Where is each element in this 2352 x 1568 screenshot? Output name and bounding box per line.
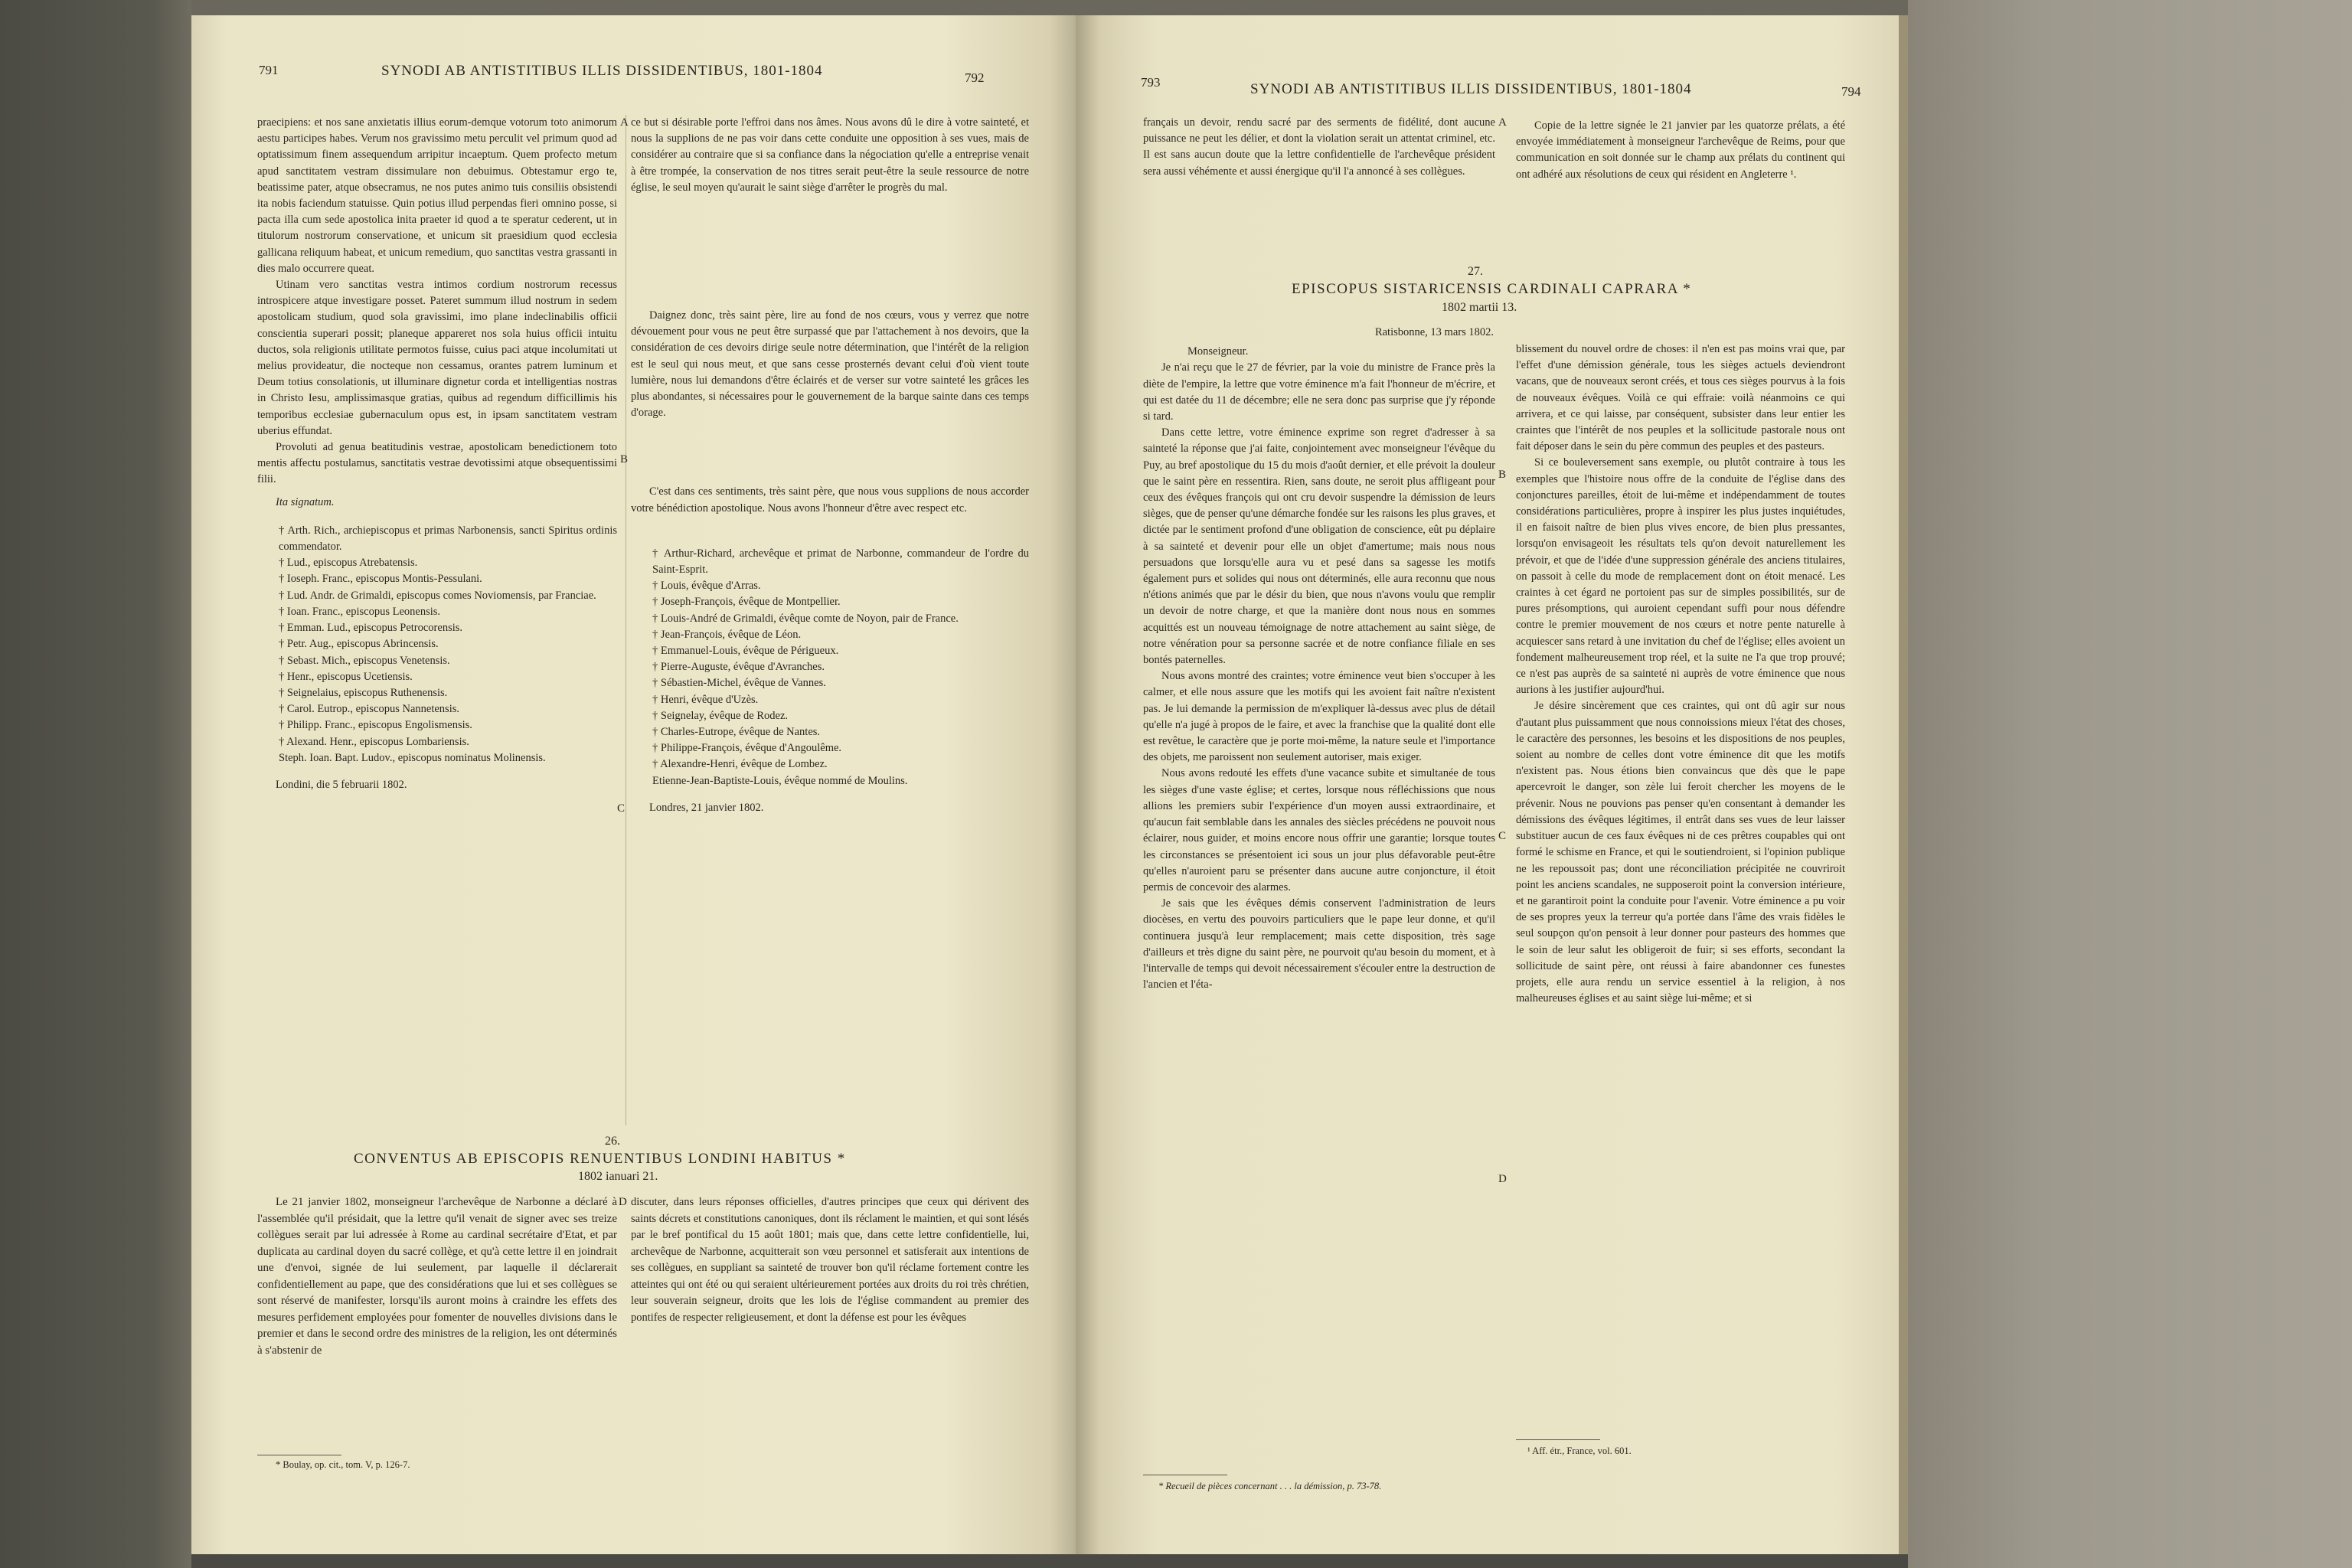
running-head: SYNODI AB ANTISTITIBUS ILLIS DISSIDENTIBUS, 1801-1804 — [1250, 81, 1692, 97]
section-number: 26. — [605, 1135, 620, 1148]
paragraph: Utinam vero sanctitas vestra intimos cordium nostrorum recessus introspicere atque investigare posset. Pateret summum illud nostrum in sedem apostolicam studium, quod sola gravissimi, imo plane indeclinabilis officii conscientia superari possit; planeque appareret nos sola huius officii intuitu ductos, sola religionis utilitate permotos fuisse, cuius paci atque incolumitati ut melius provideatur, die nocteque non cessamus, orantes patrem luminum et Deum totius consolationis, ut illuminare dignetur corda et intelligentias nostras in Christo Iesu, amplissimasque gratias, quibus ad regendum difficillimis his temporibus ecclesiae gubernaculum opus est, in ipsam sanctitatem vestram uberius effundat. — [257, 279, 617, 437]
footnote: * Recueil de pièces concernant . . . la démission, p. 73-78. — [1158, 1481, 1382, 1491]
signature-list — [631, 546, 1029, 789]
page-number: 792 — [965, 70, 985, 85]
paragraph: Londini, die 5 februarii 1802. — [276, 778, 407, 791]
list-item: † Louis-André de Grimaldi, évêque comte de Noyon, pair de France. — [652, 612, 959, 625]
paragraph: français un devoir, rendu sacré par des serments de fidélité, dont aucune puissance ne peut les délier, et dont la violation serait un attentat criminel, etc. Il est sans aucun doute que la lettre confidentielle de l'archevêque président sera aussi véhémente et aussi énergique qu'il l'a annoncé à ses collègues. — [1143, 116, 1495, 178]
list-item: Etienne-Jean-Baptiste-Louis, évêque nommé de Moulins. — [652, 774, 908, 787]
list-item: † Seignelay, évêque de Rodez. — [652, 709, 789, 722]
margin-letter: C — [617, 802, 626, 815]
margin-letter: A — [1498, 116, 1507, 129]
paragraph: discuter, dans leurs réponses officielles, d'autres principes que ceux qui dérivent des saints décrets et constitutions canoniques, dont ils réclament le maintien, et qui sont lésés par le bref pontifical du 15 août 1801; mais que, dans cette lettre confidentielle, lui, archevêque de Narbonne, acquitterait son vœu personnel et satisferait aux intentions de ses collègues, en suppliant sa sainteté de trouver bon qu'il réclame fortement contre les atteintes qui ont été ou qui seraient ultérieurement portées aux droits du roi très chrétien, leur souverain seigneur, droits que les lois de l'église commandent au premier des pontifes de respecter religieusement, et dont la défense est pour les évêques — [631, 1196, 1029, 1324]
paragraph: praecipiens: et nos sane anxietatis illius eorum-demque votorum toto animorum aestu participes habes. Verum nos gravissimo metu perculit vel primum quod ad optatissimum finem assequendum arripitur incaeptum. Quem profecto metum apud sanctitatem vestram dissimulare non debuimus. Obtestamur ergo te, beatissime pater, atque obsecramus, ne nos putes animo tuis consiliis obsistendi ita nobis faciendum statuisse. Quin potius illud perpendas fieri omnino posse, si pacta illa cum sede apostolica inita praeter id quod a te speratur cederent, ut in titulorum nostrorum conservatione, et unicum sit praesidium quod ecclesia gallicana reliquum habeat, et unicum remedium, quo sanctitas vestra grassanti in dies malo occurrere queat. — [257, 116, 617, 275]
margin-letter: B — [620, 453, 629, 466]
list-item: † Emmanuel-Louis, évêque de Périgueux. — [652, 645, 839, 658]
paragraph: Provoluti ad genua beatitudinis vestrae, apostolicam benedictionem toto mentis affectu postulamus, sanctitatis vestrae devotissimi atque obsequentissimi filii. — [257, 441, 617, 486]
list-item: † Alexand. Henr., episcopus Lombariensis. — [279, 735, 469, 748]
list-item: † Carol. Eutrop., episcopus Nannetensis. — [279, 703, 459, 716]
list-item: Steph. Ioan. Bapt. Ludov., episcopus nominatus Molinensis. — [279, 751, 546, 764]
paragraph: Je désire sincèrement que ces craintes, qui ont dû agir sur nous d'autant plus puissamment que nous connoissions mieux l'état des choses, le caractère des personnes, les besoins et les dispositions de nos peuples, soient au nombre de celles dont votre éminence dit que les motifs n'existent pas. Nous étions bien convaincus que dès que le pape apercevroit le danger, son zèle lui feroit chercher les moyens de le prévenir. Nous ne pouvions pas penser qu'en consentant à demander les démissions des évêques légitimes, il entrât dans ses vues de leur laisser substituer aucun de ces faux évêques ni de ces prêtres coupables qui ont formé le schisme en France, et qui le soutiendroient, si l'opinion publique ne les repoussoit pas; dont une réconciliation précipitée ne couvriroit point les anciens scandales, ne supposeroit point la conversion intérieure, et ne garantiroit point la conduite pour l'avenir. Votre éminence a pu voir de ses propres yeux la terreur qu'a portée dans l'âme des vrais fidèles le seul soupçon qu'on pensoit à leur donner pour pasteurs des hommes que le soin de leur salut les obligeroit de fuir; si ses efforts, secondant la sollicitude de saint père, ont réussi à faire abandonner ces funestes projets, elle aura rendu un service essentiel à la religion, à nos malheureuses églises et au saint siège lui-même; et si — [1516, 700, 1845, 1005]
list-item: † Philipp. Franc., episcopus Engolismensis. — [279, 719, 472, 732]
paragraph: Daignez donc, très saint père, lire au fond de nos cœurs, vous y verrez que notre dévouement pour vous ne peut être surpassé que par l'attachement à nos devoirs, que la considération de ces devoirs dirige seule notre détermination, que l'intérêt de la religion est le seul qui nous meut, et que sans cesse prosternés devant celui d'où vient toute lumière, nous lui demandons d'être éclairés et de verser sur votre sainteté les grâces les plus abondantes, si nécessaires pour le gouvernement de la barque sainte dans ces temps d'orage. — [631, 309, 1029, 420]
text-column — [1143, 115, 1495, 180]
left-page — [191, 15, 1076, 1554]
paragraph: Si ce bouleversement sans exemple, ou plutôt contraire à tous les exemples que l'histoire nous offre de la conduite de l'église dans des conjonctures pareilles, étoit de lui-même et indépendamment de toutes considérations particulières, propre à inspirer les plus justes inquiétudes, il en faisoit naître de bien plus vives encore, de bien plus pressantes, lorsqu'on envisageoit les résultats tels qu'on devoit naturellement les prévoir, et que de l'idée d'une suppression générale des anciens titulaires, on passoit à celle du mode de remplacement dont on étoit menacé. Les craintes à cet égard ne portoient pas sur de simples possibilités, sur de pures présomptions, qui auroient cependant suffi pour nous défendre contre le premier mouvement de nos cœurs et notre pente naturelle à acquiescer sans retard à une invitation du chef de l'église; elles avoient un fondement malheureusement trop réel, et la suite ne l'a que trop prouvé; ce n'est pas auprès de sa sainteté ni auprès de votre éminence que nous aurions à les justifier aujourd'hui. — [1516, 456, 1845, 697]
list-item: † Pierre-Auguste, évêque d'Avranches. — [652, 661, 825, 674]
paragraph: Ita signatum. — [276, 495, 335, 508]
list-item: † Lud., episcopus Atrebatensis. — [279, 557, 418, 570]
paragraph: ce but si désirable porte l'effroi dans nos âmes. Nous avons dû le dire à votre sainteté, et nous la supplions de ne pas voir dans cette conduite une opposition à ses vues, mais de considérer au contraire que si sa confiance dans la négociation qu'elle a entreprise venait à être trompée, la conservation de nos titres serait peut-être la seule ressource de notre église, le seul moyen qu'aurait le saint siège d'arrêter le progrès du mal. — [631, 116, 1029, 194]
list-item: † Joseph-François, évêque de Montpellier. — [652, 596, 841, 609]
list-item: † Philippe-François, évêque d'Angoulême. — [652, 742, 842, 755]
footnote-rule — [1516, 1439, 1600, 1440]
paragraph: C'est dans ces sentiments, très saint père, que nous vous supplions de nous accorder votre bénédiction apostolique. Nous avons l'honneur d'être avec respect etc. — [631, 485, 1029, 514]
section-date: 1802 martii 13. — [1442, 301, 1517, 314]
list-item: † Arth. Rich., archiepiscopus et primas Narbonensis, sancti Spiritus ordinis commendator. — [279, 524, 617, 554]
margin-letter: D — [1498, 1173, 1507, 1185]
section-title: EPISCOPUS SISTARICENSIS CARDINALI CAPRARA * — [1292, 281, 1692, 297]
list-item: † Seignelaius, episcopus Ruthenensis. — [279, 686, 448, 699]
list-item: † Sébastien-Michel, évêque de Vannes. — [652, 677, 826, 690]
margin-letter: A — [620, 116, 629, 129]
margin-letter: B — [1498, 469, 1507, 481]
list-item: † Ioan. Franc., episcopus Leonensis. — [279, 605, 441, 618]
list-item: † Sebast. Mich., episcopus Venetensis. — [279, 654, 450, 667]
page-number: 791 — [259, 63, 279, 77]
paragraph: Je sais que les évêques démis conservent l'administration de leurs diocèses, en vertu des pouvoirs particuliers que le pape leur donne, et qu'il continuera jusqu'à leur remplacement; mais cette disposition, très sage d'ailleurs et très digne du saint père, ne pourvoit qu'au besoin du moment, et à l'intervalle de temps qui devoit nécessairement s'écouler entre la destruction de l'ancien et l'éta- — [1143, 897, 1495, 991]
letter-column — [1143, 325, 1495, 993]
paragraph: Londres, 21 janvier 1802. — [649, 801, 764, 814]
section-title: CONVENTUS AB EPISCOPIS RENUENTIBUS LONDINI HABITUS * — [354, 1151, 846, 1167]
list-item: † Emman. Lud., episcopus Petrocorensis. — [279, 622, 463, 635]
page-edge — [1899, 15, 1908, 1554]
paragraph: Nous avons redouté les effets d'une vacance subite et simultanée de tous les sièges d'une vaste église; et certes, lorsque nous réfléchissions que nous allions les premiers subir l'expérience d'un moyen aussi extraordinaire, et qu'aucun fait semblable dans les annales des siècles précédens ne pouvoit nous éclairer, nous guider, et moins encore nous offrir une garantie; lorsque toutes les circonstances se présentoient ici sous un jour plus défavorable peut-être qu'elles n'auroient paru se présenter dans aucune autre conjoncture, il étoit permis de concevoir des alarmes. — [1143, 767, 1495, 893]
paragraph: Copie de la lettre signée le 21 janvier par les quatorze prélats, a été envoyée immédiatement à monseigneur l'archevêque de Reims, pour que communication en soit donnée sur le champ aux prélats du continent qui ont adhéré aux résolutions de ceux qui résident en Angleterre ¹. — [1516, 119, 1845, 181]
list-item: † Louis, évêque d'Arras. — [652, 580, 761, 593]
paragraph: blissement du nouvel ordre de choses: il n'en est pas moins vrai que, par l'effet d'une démission générale, tous les sièges actuels deviendront vacans, que de nouveaux seront créés, et tous ces sièges pourvus à la fois de nouveaux évêques. Voilà ce qui effraie: voilà néanmoins ce qui arrivera, et ce qui laisse, par conséquent, subsister dans leur entier les craintes que l'intérêt de nos peuples et la sollicitude pastorale nous ont fait déposer dans le sein du père commun des peuples et des pasteurs. — [1516, 343, 1845, 453]
book-cover-left — [0, 0, 191, 1568]
list-item: † Henr., episcopus Ucetiensis. — [279, 670, 413, 683]
margin-letter: C — [1498, 830, 1507, 842]
signature-list — [257, 523, 617, 766]
salutation: Monseigneur. — [1187, 345, 1249, 358]
footnote: * Boulay, op. cit., tom. V, p. 126-7. — [276, 1459, 410, 1470]
section-date: 1802 ianuari 21. — [578, 1170, 658, 1183]
dateline: Ratisbonne, 13 mars 1802. — [1374, 326, 1494, 338]
footnote: ¹ Aff. étr., France, vol. 601. — [1527, 1446, 1632, 1456]
book-cover-right — [1908, 0, 2352, 1568]
paragraph: Dans cette lettre, votre éminence exprime son regret d'adresser à sa sainteté la réponse que j'ai faite, conjointement avec monseigneur l'évêque du Puy, au bref apostolique du 15 du mois d'août dernier, et elle prévoit la douleur que le saint père en ressentira. Rien, sans doute, ne seroit plus affligeant pour ceux des évêques françois qui ont cru devoir suspendre la démission de leurs sièges, que de penser qu'une démarche fondée sur les raisons les plus graves, et dictée par le sentiment profond d'une obligation de conscience, eût pu déplaire à sa sainteté et devenir pour elle un objet d'amertume; mais nous nous persuadons que lorsqu'elle aura vu et pesé dans sa sagesse les motifs également purs et solides qui nous ont déterminés, elle aura reconnu que nous n'étions animés que par le désir du bien, que nous n'avons voulu que remplir un devoir de notre charge, et que la manière dont nous nous en sommes acquittés est un nouveau témoignage de notre attachement au saint siège, de notre vénération pour sa personne sacrée et de notre confiance filiale en ses bontés paternelles. — [1143, 426, 1495, 667]
section-number: 27. — [1468, 265, 1483, 278]
list-item: † Petr. Aug., episcopus Abrincensis. — [279, 638, 439, 651]
list-item: † Henri, évêque d'Uzès. — [652, 693, 759, 706]
margin-letter: D — [619, 1196, 627, 1208]
latin-column — [257, 115, 617, 793]
french-column — [631, 115, 1029, 816]
page-number: 793 — [1141, 75, 1161, 90]
paragraph: Nous avons montré des craintes; votre éminence veut bien s'occuper à les calmer, et elle nous assure que les motifs qui les avoient fait naître n'existent pas. Je lui demande la permission de m'expliquer là-dessus avec plus de détail qu'elle n'a jugé à propos de le faire, et avec la franchise que la qualité dont elle est revêtue, le caractère que je porte moi-même, la nature seule et l'importance des objets, me paroissent non seulement autoriser, mais exiger. — [1143, 670, 1495, 764]
paragraph: Le 21 janvier 1802, monseigneur l'archevêque de Narbonne a déclaré à l'assemblée qu'il présidait, que la lettre qu'il venait de signer avec ses treize collègues serait par lui adressée à Rome au cardinal secrétaire d'Etat, et par duplicata au cardinal doyen du sacré collège, et qu'à cette lettre il en joindrait une d'envoi, signée de lui seulement, par laquelle il déclarerait confidentiellement au pape, que des considérations que lui et ses collègues se sont réservé de manifester, lorsqu'ils auront moins à craindre les effets des mesures perfidement employées pour fomenter de nouvelles divisions dans le premier et dans le second ordre des ministres de la religion, les ont déterminés à s'abstenir de — [257, 1196, 617, 1357]
letter-column — [1516, 341, 1845, 1007]
list-item: † Jean-François, évêque de Léon. — [652, 628, 802, 641]
right-page — [1076, 15, 1899, 1554]
list-item: † Lud. Andr. de Grimaldi, episcopus comes Noviomensis, par Franciae. — [279, 589, 596, 602]
running-head: SYNODI AB ANTISTITIBUS ILLIS DISSIDENTIBUS, 1801-1804 — [381, 63, 823, 79]
text-column — [1516, 118, 1845, 183]
list-item: † Ioseph. Franc., episcopus Montis-Pessulani. — [279, 573, 482, 586]
text-column — [257, 1194, 617, 1359]
list-item: † Arthur-Richard, archevêque et primat de Narbonne, commandeur de l'ordre du Saint-Esprit. — [652, 547, 1029, 577]
page-number: 794 — [1841, 84, 1861, 99]
paragraph: Je n'ai reçu que le 27 de février, par la voie du ministre de France près la diète de l'empire, la lettre que votre éminence m'a fait l'honneur de m'écrire, et qui est datée du 11 de décembre; elle ne sera donc pas surprise que j'y réponde si tard. — [1143, 361, 1495, 423]
text-column — [631, 1194, 1029, 1326]
list-item: † Charles-Eutrope, évêque de Nantes. — [652, 726, 821, 739]
list-item: † Alexandre-Henri, évêque de Lombez. — [652, 758, 828, 771]
